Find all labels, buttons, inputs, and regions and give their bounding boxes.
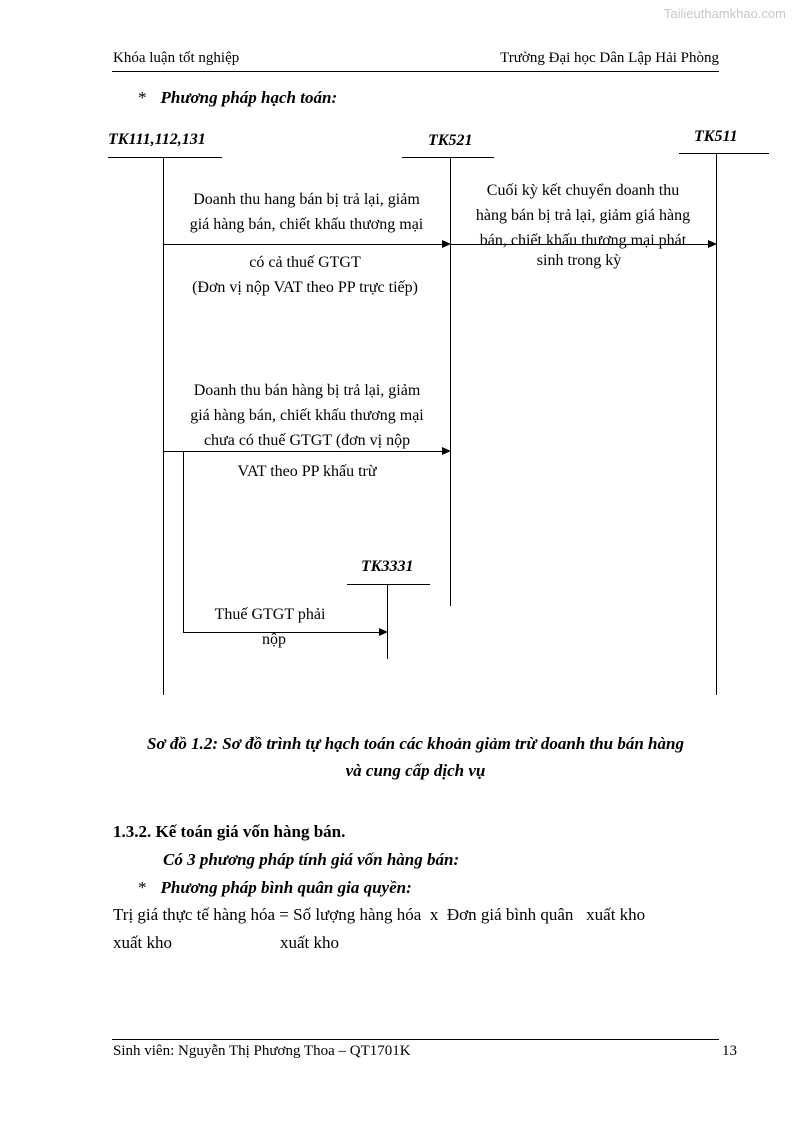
- flow3-line: Doanh thu bán hàng bị trả lại, giảm: [193, 382, 421, 399]
- flow3-line: chưa có thuế GTGT (đơn vị nộp: [203, 432, 411, 449]
- section-title-text: Phương pháp hạch toán:: [160, 88, 338, 107]
- page-number: 13: [722, 1043, 737, 1059]
- flow3-line: giá hàng bán, chiết khấu thương mại: [190, 407, 424, 424]
- arrow-tk111-to-tk521: [164, 244, 442, 245]
- header-left: Khóa luận tốt nghiệp: [113, 50, 240, 66]
- method-title: Phương pháp bình quân gia quyền:: [160, 878, 412, 897]
- formula-line-2a: xuất kho: [113, 933, 173, 952]
- arrow-head-icon: [379, 628, 388, 636]
- caption-line-2: và cung cấp dịch vụ: [345, 761, 486, 780]
- flow3-line: VAT theo PP khấu trừ: [237, 463, 377, 480]
- subsection-heading: 1.3.2. Kế toán giá vốn hàng bán.: [113, 822, 346, 841]
- flow2-text-below: [450, 248, 708, 273]
- tk511-vertical-line: [716, 153, 717, 695]
- subsection-intro: Có 3 phương pháp tính giá vốn hàng bán:: [163, 850, 460, 869]
- account-rule-tk521: [402, 157, 494, 158]
- account-rule-tk3331: [347, 584, 430, 585]
- arrow-tk111-to-tk521-b: [164, 451, 442, 452]
- account-label-tk511: TK511: [694, 128, 738, 145]
- diagram-caption: [112, 730, 719, 784]
- caption-line-1: Sơ đồ 1.2: Sơ đồ trình tự hạch toán các khoản giảm trừ doanh thu bán hàng: [147, 734, 684, 753]
- arrow-tk521-to-tk511: [451, 244, 708, 245]
- flow1-line: Doanh thu hang bán bị trả lại, giảm: [193, 191, 420, 208]
- flow2-line: hàng bán bị trả lại, giảm giá hàng: [475, 207, 691, 224]
- flow4-text-above: [190, 602, 350, 627]
- header-right: Trường Đại học Dân Lập Hải Phòng: [500, 50, 719, 66]
- account-label-tk3331: TK3331: [361, 558, 414, 575]
- branch-line-vertical: [183, 451, 184, 633]
- flow3-text-below: [160, 459, 454, 484]
- account-label-tk521: TK521: [428, 132, 473, 149]
- flow1-text-above: [163, 187, 450, 237]
- flow2-line: sinh trong kỳ: [536, 252, 622, 269]
- flow4-line: nộp: [262, 631, 286, 648]
- flow1-line: có cả thuế GTGT: [249, 254, 361, 271]
- flow4-line: Thuế GTGT phải: [214, 606, 326, 623]
- method-line: [138, 878, 412, 898]
- flow4-text-below: [230, 627, 318, 652]
- flow3-text-above: [160, 378, 454, 453]
- flow1-line: giá hàng bán, chiết khấu thương mại: [189, 216, 424, 233]
- account-rule-tk511: [679, 153, 769, 154]
- formula-line-2b: xuất kho: [280, 933, 340, 952]
- formula-line-1: Trị giá thực tế hàng hóa = Số lượng hàng hóa x Đơn giá bình quân xuất kho: [113, 905, 646, 924]
- arrow-head-icon: [442, 447, 451, 455]
- account-rule-tk111: [108, 157, 222, 158]
- account-label-tk111: TK111,112,131: [108, 131, 206, 148]
- tk3331-vertical-line: [387, 584, 388, 659]
- flow2-text-above: [450, 178, 716, 253]
- watermark: Tailieuthamkhao.com: [663, 6, 786, 21]
- flow2-line: bán, chiết khấu thương mại phát: [479, 232, 687, 249]
- flow1-text-below: [150, 250, 460, 300]
- footer-divider: [112, 1039, 719, 1040]
- method-bullet: *: [138, 878, 147, 897]
- flow2-line: Cuối kỳ kết chuyển doanh thu: [486, 182, 680, 199]
- flow1-line: (Đơn vị nộp VAT theo PP trực tiếp): [192, 279, 418, 296]
- arrow-head-icon: [708, 240, 717, 248]
- section-bullet: *: [138, 88, 147, 107]
- footer-student: Sinh viên: Nguyễn Thị Phương Thoa – QT1701K: [113, 1043, 411, 1059]
